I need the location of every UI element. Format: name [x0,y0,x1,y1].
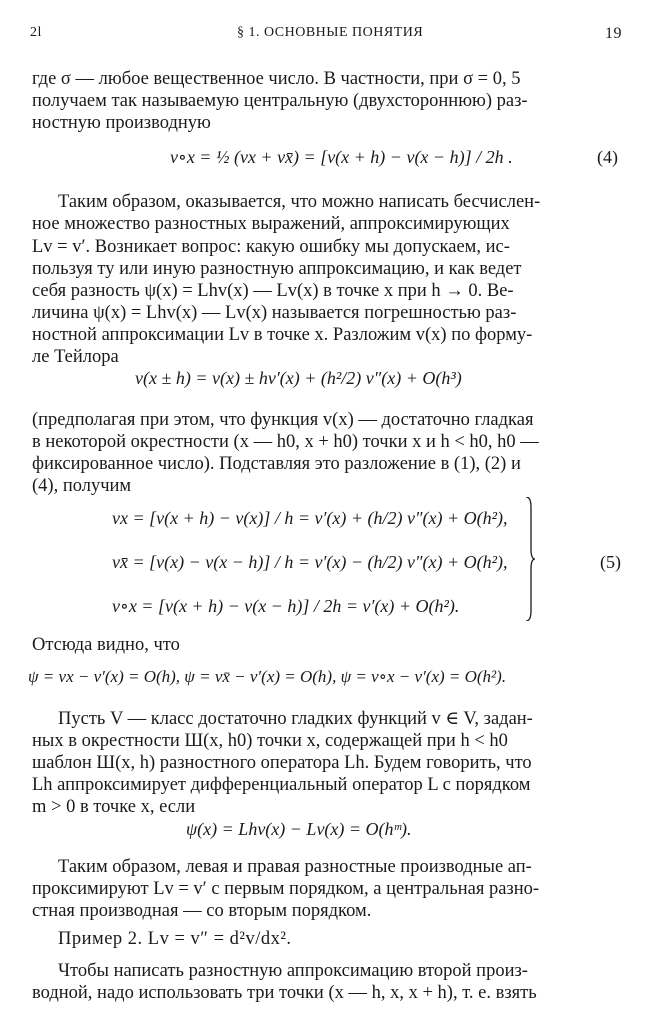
equation-4: v∘x = ½ (vx + vx̄) = [v(x + h) − v(x − h)] / 2h . [170,147,513,167]
text-line: стная производная — со вторым порядком. [32,901,372,921]
system-equation-2: vx̄ = [v(x) − v(x − h)] / h = v′(x) − (h/2) v″(x) + O(h²), [112,552,508,572]
text-line: Таким образом, левая и правая разностные производные ап- [58,857,532,877]
text-line: Чтобы написать разностную аппроксимацию второй произ- [58,961,528,981]
right-brace [525,497,535,621]
text-line: в некоторой окрестности (x — h0, x + h0) точки x и h < h0, h0 — [32,432,539,452]
text-line: ное множество разностных выражений, аппроксимирующих [32,214,510,234]
text-line: пользуя ту или иную разностную аппроксимацию, и как ведет [32,259,522,279]
text-line: личина ψ(x) = Lhv(x) — Lv(x) называется погрешностью раз- [32,303,517,323]
system-equation-1: vx = [v(x + h) − v(x)] / h = v′(x) + (h/2) v″(x) + O(h²), [112,508,508,528]
equation-number-4: (4) [597,147,618,167]
text-line: ностной аппроксимации Lv в точке x. Разложим v(x) по форму- [32,325,533,345]
text-line: ностную производную [32,113,211,133]
text-line: Отсюда видно, что [32,635,180,655]
text-line: (4), получим [32,476,132,496]
page-number: 19 [605,25,622,42]
text-line: шаблон Ш(x, h) разностного оператора Lh. Будем говорить, что [32,753,532,773]
text-line: Таким образом, оказывается, что можно написать бесчислен- [58,192,541,212]
text-line: получаем так называемую центральную (двухстороннюю) раз- [32,91,528,111]
example-heading: Пример 2. Lv = v″ = d²v/dx². [58,929,292,949]
text-line: себя разность ψ(x) = Lhv(x) — Lv(x) в точке x при h → 0. Ве- [32,281,514,301]
text-line: водной, надо использовать три точки (x — h, x, x + h), т. е. взять [32,983,537,1003]
error-equations: ψ = vx − v′(x) = O(h), ψ = vx̄ − v′(x) = O(h), ψ = v∘x − v′(x) = O(h²). [28,667,507,686]
text-line: проксимируют Lv = v′ с первым порядком, а центральная разно- [32,879,540,899]
text-line: (предполагая при этом, что функция v(x) — достаточно гладкая [32,410,534,430]
text-line: Lh аппроксимирует дифференциальный оператор L с порядком [32,775,531,795]
text-line: Lv = v′. Возникает вопрос: какую ошибку мы допускаем, ис- [32,237,510,257]
text-line: Пусть V — класс достаточно гладких функций v ∈ V, задан- [58,709,533,729]
text-line: фиксированное число). Подставляя это разложение в (1), (2) и [32,454,521,474]
text-line: m > 0 в точке x, если [32,797,196,817]
system-equation-3: v∘x = [v(x + h) − v(x − h)] / 2h = v′(x) + O(h²). [112,596,460,616]
text-line: ных в окрестности Ш(x, h0) точки x, содержащей при h < h0 [32,731,508,751]
taylor-equation: v(x ± h) = v(x) ± hv′(x) + (h²/2) v″(x) + O(h³) [135,368,462,388]
running-header-title: § 1. ОСНОВНЫЕ ПОНЯТИЯ [237,25,424,40]
equation-number-5: (5) [600,552,621,572]
text-line: ле Тейлора [32,347,119,367]
text-line: где σ — любое вещественное число. В частности, при σ = 0, 5 [32,69,521,89]
page-left-number: 2l [30,25,42,40]
order-equation: ψ(x) = Lhv(x) − Lv(x) = O(hᵐ). [186,819,412,839]
